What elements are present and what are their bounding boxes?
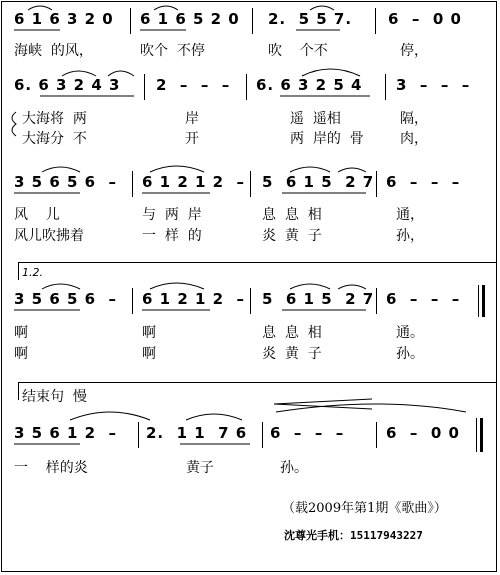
verse-brace (12, 112, 16, 136)
r4-lyric1-2: 啊 (142, 325, 156, 341)
r5-lyric-1: 一 样的炎 (14, 460, 88, 476)
slur (42, 167, 80, 172)
r1-lyric-3: 吹 个不 (268, 43, 328, 59)
r4-lyric2-4: 孙。 (396, 346, 424, 362)
r4-m2-notes: 6 1 2 1 2 – (142, 290, 246, 308)
r3-lyric2-3: 炎 黄 子 (262, 228, 322, 244)
r2-m1-notes: 6. 6 3 2 4 3 (14, 76, 121, 94)
r2-lyric1-4: 隔， (400, 111, 428, 127)
hairpin (274, 399, 372, 404)
r2-lyric2-2: 开 (185, 131, 199, 147)
slur (150, 166, 204, 172)
r5-m1-notes: 3 5 6 1 2 – (14, 424, 118, 442)
r5-lyric-3: 孙。 (280, 460, 308, 476)
r2-m2-notes: 2 – – – (156, 76, 231, 94)
r2-lyric2-1: 大海分 不 (22, 131, 87, 147)
r3-lyric1-4: 通， (396, 207, 424, 223)
slur (290, 284, 330, 289)
r5-m2-notes: 2. 1 1 7 6 (146, 424, 248, 442)
slur (310, 6, 334, 10)
slur (70, 412, 150, 420)
slur (150, 283, 204, 289)
r2-m4-notes: 3 – – – (396, 76, 471, 94)
r3-lyric1-1: 风 儿 (14, 207, 60, 223)
slur (108, 71, 134, 76)
r4-lyric1-1: 啊 (14, 325, 28, 341)
r2-lyric1-2: 岸 (185, 111, 199, 127)
r1-lyric-1: 海峡 的风， (14, 43, 93, 59)
slur (338, 168, 366, 172)
slur (338, 285, 366, 289)
r4-m1-notes: 3 5 6 5 6 – (14, 290, 118, 308)
r3-m1-notes: 3 5 6 5 6 – (14, 173, 118, 191)
r2-lyric2-4: 肉， (400, 131, 428, 147)
r1-m2-notes: 6 1 6 5 2 0 (140, 10, 240, 28)
r4-lyric1-4: 通。 (396, 325, 424, 341)
slur (290, 167, 330, 172)
r3-m2-notes: 6 1 2 1 2 – (142, 173, 246, 191)
r1-lyric-2: 吹个 不停 (140, 43, 205, 59)
r2-lyric1-1: 大海将 两 (22, 111, 87, 127)
r3-m4-notes: 6 – – – (386, 173, 461, 191)
r3-lyric2-1: 风儿吹拂着 (14, 228, 84, 244)
volta-label: 1.2. (22, 266, 43, 279)
r3-lyric2-4: 孙， (396, 228, 424, 244)
slur (62, 71, 96, 76)
r4-lyric2-3: 炎 黄 子 (262, 346, 322, 362)
r2-lyric2-3: 两 岸的 骨 (290, 131, 364, 147)
r4-m4-notes: 6 – – – (386, 290, 461, 308)
r3-m3-notes: 5 6 1 5 2 7 (262, 173, 375, 191)
slur (186, 414, 242, 420)
r3-lyric1-3: 息 息 相 (262, 207, 322, 223)
r5-lyric-2: 黄子 (186, 460, 214, 476)
slur (302, 69, 360, 76)
source-credit: （载2009年第1期《歌曲》） (282, 501, 447, 516)
r3-lyric2-2: 一 样 的 (142, 228, 202, 244)
r4-lyric1-3: 息 息 相 (262, 325, 322, 341)
r4-lyric2-2: 啊 (142, 346, 156, 362)
r4-lyric2-1: 啊 (14, 346, 28, 362)
r4-m3-notes: 5 6 1 5 2 7 (262, 290, 375, 308)
slur (28, 6, 52, 10)
r5-m4-notes: 6 – 0 0 (386, 424, 460, 442)
r2-lyric1-3: 遥 遥相 (290, 111, 341, 127)
r2-m3-notes: 6. 6 3 2 5 4 (256, 76, 363, 94)
r1-m1-notes: 6 1 6 3 2 0 (14, 10, 114, 28)
r1-m3-notes: 2. 5 5 7. (268, 10, 353, 28)
slur (42, 284, 80, 289)
r5-m3-notes: 6 – – – (270, 424, 345, 442)
r1-lyric-4: 停， (400, 43, 428, 59)
r1-m4-notes: 6 – 0 0 (388, 10, 462, 28)
ending-label: 结束句 慢 (22, 389, 87, 405)
r3-lyric1-2: 与 两 岸 (142, 207, 202, 223)
slur (154, 6, 178, 10)
contact-line: 沈尊光手机：15117943227 (284, 529, 423, 542)
